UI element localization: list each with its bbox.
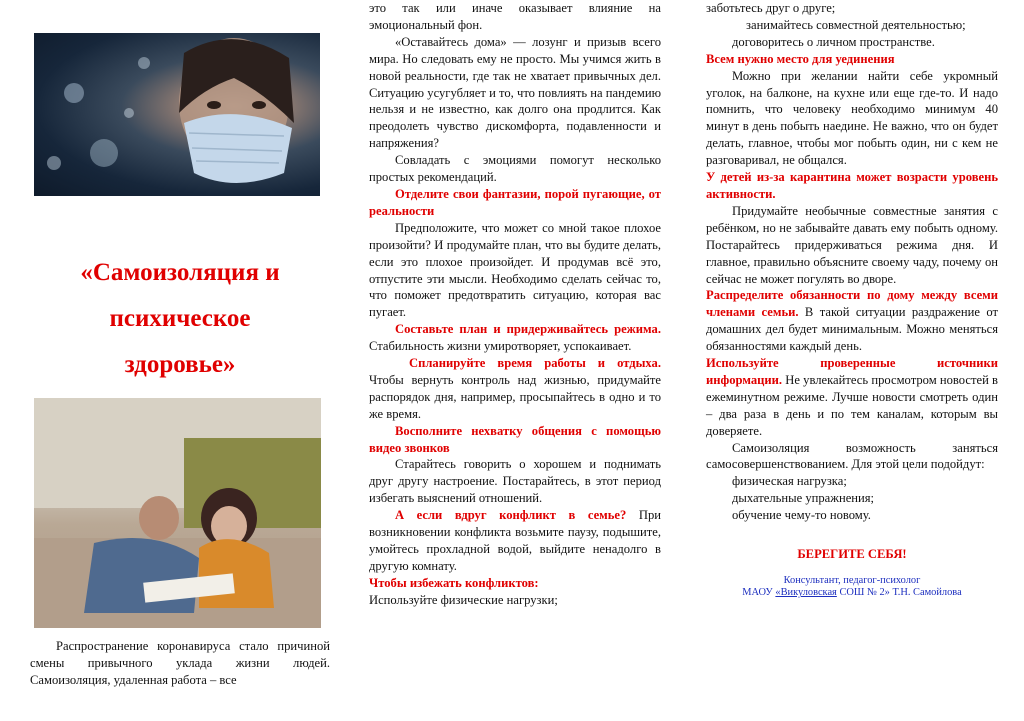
couple-reading-photo (34, 398, 321, 628)
list-item-text: занимайтесь совместной деятельностью; (746, 17, 966, 32)
paragraph (706, 287, 998, 355)
woman-in-mask-photo (34, 33, 320, 196)
author-role: Консультант, педагог-психолог (783, 575, 921, 586)
slogan: БЕРЕГИТЕ СЕБЯ! (797, 547, 907, 562)
section-heading: Распределите обязанности по дому между всеми членами семьи. (706, 288, 998, 320)
list-item: физическая нагрузка; (732, 474, 847, 489)
paragraph: это так или иначе оказывает влияние на эмоциональный фон. (369, 1, 661, 32)
left-column (30, 0, 330, 721)
paragraph: Совладать с эмоциями помогут несколько простых рекомендаций. (369, 153, 661, 185)
section-heading: Чтобы избежать конфликтов: (369, 575, 539, 590)
paragraph: Старайтесь говорить о хорошем и поднимать друг другу настроение. Постарайтесь, в этот период избегать выяснений отношений. (369, 457, 661, 506)
intro-text: Распространение коронавируса стало причиной смены привычного уклада жизни людей. Самоизоляция, удаленная работа – все (30, 639, 330, 687)
title-line-3: здоровье» (124, 351, 236, 378)
paragraph: Придумайте необычные совместные занятия с ребёнком, но не забывайте давать ему побыть одному. Постарайтесь придерживаться режима дня. И главное, правильно объясните своему чаду, почему он сейчас не может погулять во дворе. (706, 203, 998, 286)
section-heading: Всем нужно место для уединения (706, 51, 895, 66)
section-heading: Отделите свои фантазии, порой пугающие, от реальности (369, 186, 661, 218)
title-line-2: психическое (109, 305, 251, 332)
school-suffix: СОШ № 2» Т.Н. Самойлова (836, 587, 962, 598)
paragraph (369, 507, 661, 575)
list-item: договоритесь о личном пространстве. (732, 34, 935, 49)
paragraph-text: Стабильность жизни умиротворяет, успокаивает. (369, 339, 632, 354)
title-line-1: «Самоизоляция и (80, 259, 280, 286)
intro-paragraph (30, 638, 330, 689)
paragraph: Самоизоляция возможность заняться самосовершенствованием. Для этой цели подойдут: (706, 440, 998, 472)
paragraph (369, 321, 661, 355)
paragraph-text: В такой ситуации раздражение от домашних дел будет минимальным. Можно меняться обязанностями каждый день. (706, 305, 998, 354)
paragraph: Используйте физические нагрузки; (369, 592, 558, 607)
paragraph: Предположите, что может со мной такое плохое произойти? И продумайте план, что вы будите делать, если это плохое произойдет. И продумав всё это, отпустите эти мысли. Необходимо сделать сейчас то, что поможет предотвратить ситуацию, которая вас пугает. (369, 220, 661, 320)
school-prefix: МАОУ (742, 587, 776, 598)
brochure-title (30, 250, 330, 388)
paragraph: Можно при желании найти себе укромный уголок, на балконе, на кухне или еще где-то. И надо помнить, что человеку необходимо минимум 40 минут в день побыть наедине. Не важно, что он будет делать, главное, чтобы мог побыть один, ни с кем не разговаривал, не общался. (706, 68, 998, 168)
paragraph-text: При возникновении конфликта возьмите паузу, подышите, умойтесь прохладной водой, выйдите ненадолго в другую комнату. (369, 508, 661, 573)
paragraph-text: Не увлекайтесь просмотром новостей в ежеминутном режиме. Лучше новости смотреть один – два раза в день и по тем каналам, которым вы доверяете. (706, 372, 998, 438)
author-school (706, 587, 998, 599)
right-column (706, 0, 998, 599)
school-name: «Викуловская (775, 587, 837, 598)
middle-column (369, 0, 661, 609)
section-heading: Используйте проверенные источники информации. (706, 356, 998, 387)
list-item (706, 17, 998, 34)
paragraph (369, 355, 661, 423)
list-item: дыхательные упражнения; (732, 491, 875, 506)
section-heading: У детей из-за карантина может возрасти уровень активности. (706, 170, 998, 201)
section-heading: А если вдруг конфликт в семье? (395, 508, 627, 523)
section-heading: Спланируйте время работы и отдыха. (409, 356, 661, 371)
list-item: обучение чему-то новому. (732, 508, 871, 523)
section-heading: Составьте план и придерживайтесь режима. (395, 322, 661, 337)
list-item: заботьтесь друг о друге; (706, 1, 836, 15)
paragraph: «Оставайтесь дома» — лозунг и призыв всего мира. Но следовать ему не просто. Мы учимся жить в новой реальности, где так не хватает привычных дел. Ситуацию усугубляет и то, что повлиять на пандемию нельзя и не известно, как долго она продлится. Как преодолеть чувство дискомфорта, подавленности и напряжения? (369, 34, 661, 151)
paragraph (706, 355, 998, 440)
section-heading: Восполните нехватку общения с помощью видео звонков (369, 423, 661, 455)
paragraph-text: Чтобы вернуть контроль над жизнью, придумайте распорядок дня, например, просыпайтесь в одно и то же время. (369, 372, 661, 421)
author-credit (706, 575, 998, 599)
